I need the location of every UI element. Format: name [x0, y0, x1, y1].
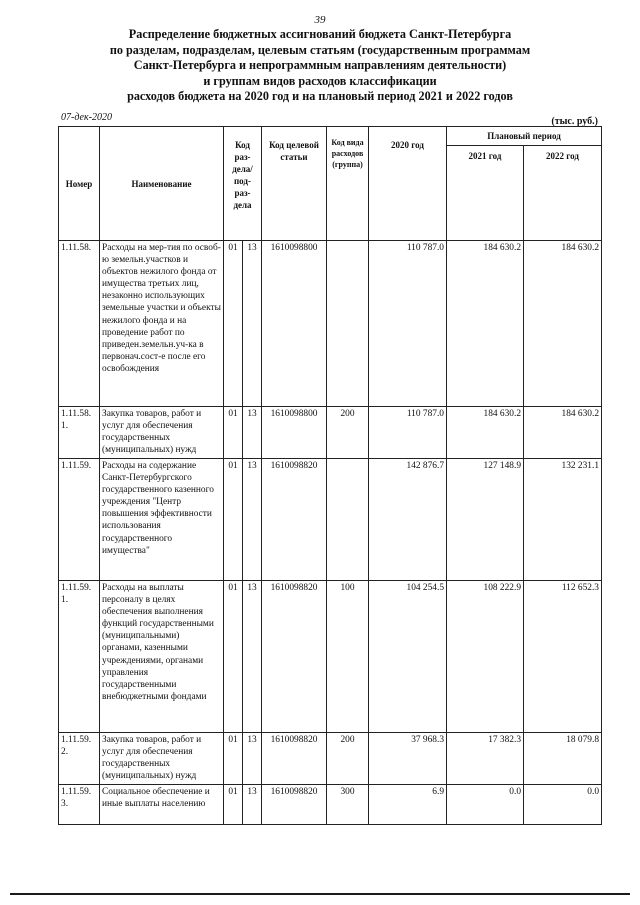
budget-table	[58, 126, 602, 825]
amount-2021: 17 382.3	[447, 733, 524, 785]
header-target-code: Код целевой статьи	[262, 127, 327, 241]
expense-type-code	[327, 241, 369, 407]
target-code: 1610098800	[262, 241, 327, 407]
amount-2022: 112 652.3	[524, 581, 602, 733]
title-line: по разделам, подразделам, целевым статьям (государственным программам	[109, 42, 531, 57]
row-number: 1.11.58. 1.	[59, 407, 100, 459]
amount-2020: 6.9	[369, 785, 447, 825]
amount-2020: 104 254.5	[369, 581, 447, 733]
target-code: 1610098820	[262, 581, 327, 733]
row-name: Расходы на выплаты персоналу в целях обеспечения выполнения функций государственными (муниципальными) органами, казенными учреждениями, органами управления государственными внебюджетными фондами	[100, 581, 224, 733]
header-name: Наименование	[100, 127, 224, 241]
expense-type-code: 200	[327, 407, 369, 459]
unit-label: (тыс. руб.)	[551, 116, 598, 127]
target-code: 1610098820	[262, 459, 327, 581]
title-line: Санкт-Петербурга и непрограммным направлениям деятельности)	[133, 58, 507, 73]
header-planned-period: Плановый период	[447, 127, 602, 146]
table-row	[59, 785, 602, 825]
amount-2022: 184 630.2	[524, 241, 602, 407]
document-date: 07-дек-2020	[61, 112, 112, 123]
subsection-code: 13	[243, 241, 262, 407]
header-expense-type-code: Код вида расходов (группа)	[327, 127, 369, 241]
title-line: Распределение бюджетных ассигнований бюджета Санкт-Петербурга	[128, 27, 512, 41]
row-name: Закупка товаров, работ и услуг для обеспечения государственных (муниципальных) нужд	[100, 733, 224, 785]
title-line: и группам видов расходов классификации	[203, 73, 437, 88]
amount-2020: 110 787.0	[369, 241, 447, 407]
section-code: 01	[224, 785, 243, 825]
header-2022: 2022 год	[524, 146, 602, 241]
expense-type-code: 100	[327, 581, 369, 733]
scan-edge-line	[10, 893, 630, 895]
row-number: 1.11.59. 1.	[59, 581, 100, 733]
table-row	[59, 241, 602, 407]
section-code: 01	[224, 459, 243, 581]
amount-2020: 142 876.7	[369, 459, 447, 581]
target-code: 1610098820	[262, 733, 327, 785]
header-number: Номер	[59, 127, 100, 241]
target-code: 1610098820	[262, 785, 327, 825]
subsection-code: 13	[243, 733, 262, 785]
header-2020: 2020 год	[369, 127, 447, 241]
page-number: 39	[314, 14, 326, 26]
row-name: Закупка товаров, работ и услуг для обеспечения государственных (муниципальных) нужд	[100, 407, 224, 459]
table-row	[59, 459, 602, 581]
section-code: 01	[224, 733, 243, 785]
row-name: Расходы на мер-тия по освоб-ю земельн.участков и объектов нежилого фонда от имущества третьих лиц, незаконно использующих земельные участки и объекты нежилого фонда и на проведение работ по приведен.земельн.уч-ка в первонач.сост-е после его освобождения	[100, 241, 224, 407]
subsection-code: 13	[243, 407, 262, 459]
subsection-code: 13	[243, 581, 262, 733]
amount-2020: 37 968.3	[369, 733, 447, 785]
section-code: 01	[224, 407, 243, 459]
table-row	[59, 733, 602, 785]
row-name: Расходы на содержание Санкт-Петербургского государственного казенного учреждения "Центр повышения эффективности использования государственного имущества"	[100, 459, 224, 581]
amount-2022: 132 231.1	[524, 459, 602, 581]
row-number: 1.11.58.	[59, 241, 100, 407]
target-code: 1610098800	[262, 407, 327, 459]
row-number: 1.11.59.	[59, 459, 100, 581]
amount-2021: 0.0	[447, 785, 524, 825]
amount-2020: 110 787.0	[369, 407, 447, 459]
title-line: расходов бюджета на 2020 год и на плановый период 2021 и 2022 годов	[127, 89, 513, 104]
table-row	[59, 407, 602, 459]
expense-type-code: 200	[327, 733, 369, 785]
row-number: 1.11.59. 3.	[59, 785, 100, 825]
section-code: 01	[224, 241, 243, 407]
amount-2021: 184 630.2	[447, 407, 524, 459]
amount-2022: 18 079.8	[524, 733, 602, 785]
header-section-code: Код раз-дела/ под-раз-дела	[224, 127, 262, 241]
amount-2021: 108 222.9	[447, 581, 524, 733]
row-name: Социальное обеспечение и иные выплаты населению	[100, 785, 224, 825]
subsection-code: 13	[243, 459, 262, 581]
expense-type-code: 300	[327, 785, 369, 825]
subsection-code: 13	[243, 785, 262, 825]
section-code: 01	[224, 581, 243, 733]
amount-2021: 127 148.9	[447, 459, 524, 581]
table-row	[59, 581, 602, 733]
amount-2022: 184 630.2	[524, 407, 602, 459]
amount-2021: 184 630.2	[447, 241, 524, 407]
row-number: 1.11.59. 2.	[59, 733, 100, 785]
amount-2022: 0.0	[524, 785, 602, 825]
header-2021: 2021 год	[447, 146, 524, 241]
document-title	[40, 27, 600, 105]
expense-type-code	[327, 459, 369, 581]
